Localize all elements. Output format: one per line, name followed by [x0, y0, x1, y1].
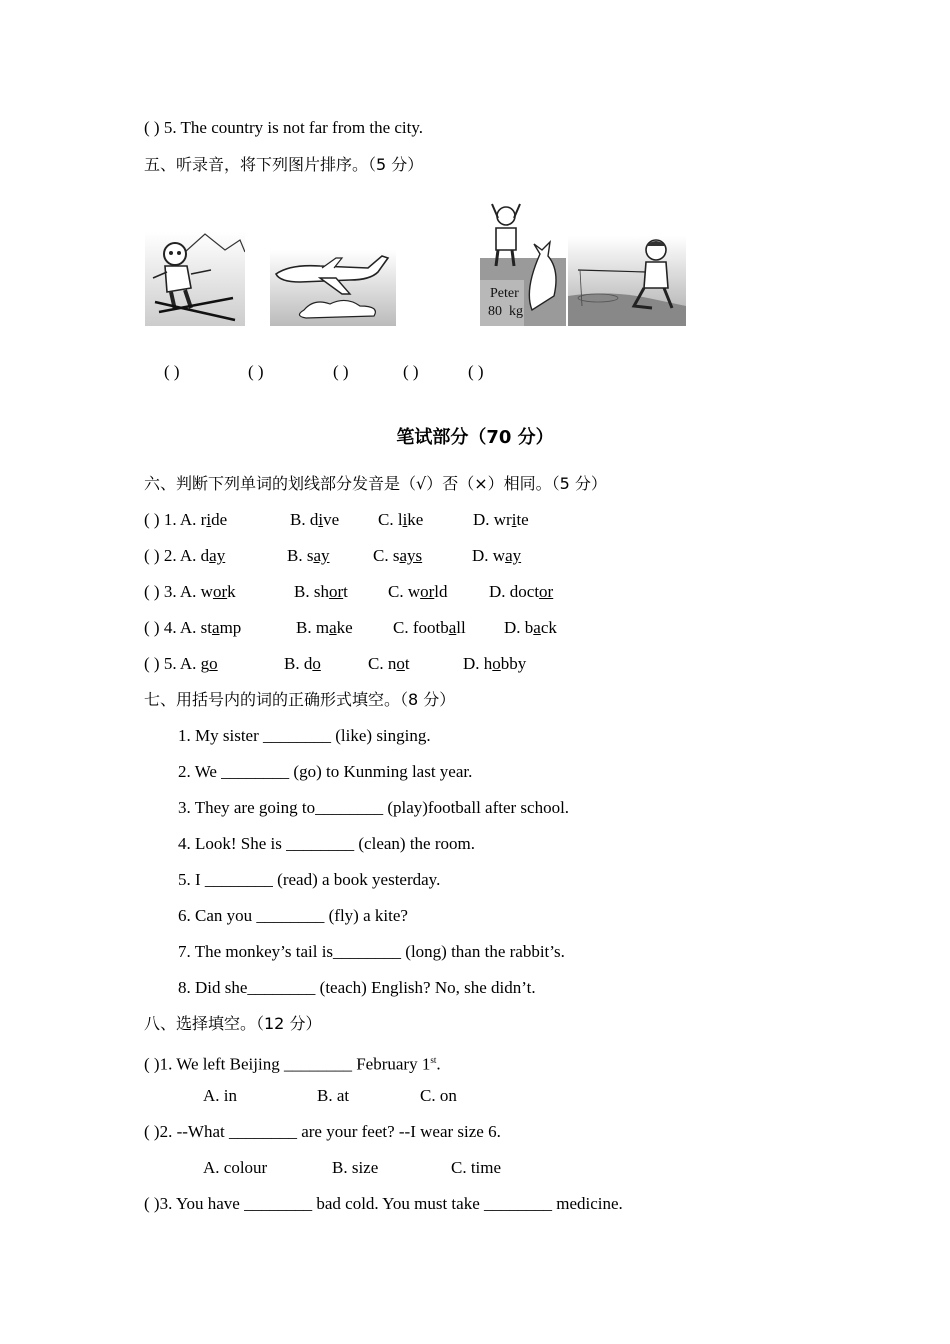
phonics-2-b: B. say — [287, 546, 330, 565]
skier-picture — [145, 232, 245, 326]
phonics-4-b: B. make — [296, 618, 353, 637]
choice-q1-c: C. on — [420, 1086, 457, 1105]
fill-item-2: 2. We ________ (go) to Kunming last year. — [178, 762, 473, 781]
question-4-5: ( ) 5. The country is not far from the city. — [144, 118, 424, 137]
phonics-4-a: ( ) 4. A. stamp — [144, 618, 242, 637]
phonics-3-b: B. short — [294, 582, 348, 601]
fill-item-1: 1. My sister ________ (like) singing. — [178, 726, 431, 745]
choice-q3: ( )3. You have ________ bad cold. You must take ________ medicine. — [144, 1194, 623, 1213]
phonics-1-b: B. dive — [290, 510, 340, 529]
phonics-1-d: D. write — [473, 510, 529, 529]
phonics-2-d: D. way — [472, 546, 522, 565]
choice-q2: ( )2. --What ________ are your feet? --I wear size 6. — [144, 1122, 501, 1141]
phonics-1-a: ( ) 1. A. ride — [144, 510, 228, 529]
weight-label: 80 kg — [488, 304, 523, 319]
phonics-3-d: D. doctor — [489, 582, 554, 601]
fill-item-6: 6. Can you ________ (fly) a kite? — [178, 906, 408, 925]
order-blank-4[interactable]: ( ) — [403, 362, 419, 381]
order-blank-2[interactable]: ( ) — [248, 362, 264, 381]
peter-label: Peter — [490, 286, 519, 301]
order-blank-5[interactable]: ( ) — [468, 362, 484, 381]
order-blank-1[interactable]: ( ) — [164, 362, 180, 381]
section-7-heading: 七、用括号内的词的正确形式填空。（8 分） — [144, 690, 456, 709]
phonics-4-c: C. football — [393, 618, 466, 637]
phonics-5-a: ( ) 5. A. go — [144, 654, 218, 673]
choice-q2-c: C. time — [451, 1158, 502, 1177]
phonics-3-a: ( ) 3. A. work — [144, 582, 236, 601]
phonics-5-c: C. not — [368, 654, 410, 673]
phonics-2-a: ( ) 2. A. day — [144, 546, 226, 565]
fill-item-8: 8. Did she________ (teach) English? No, she didn’t. — [178, 978, 536, 997]
fill-item-7: 7. The monkey’s tail is________ (long) than the rabbit’s. — [178, 942, 565, 961]
phonics-5-b: B. do — [284, 654, 321, 673]
order-blank-3[interactable]: ( ) — [333, 362, 349, 381]
fishing-boy-picture — [568, 236, 686, 326]
choice-q2-b: B. size — [332, 1158, 379, 1177]
fill-item-4: 4. Look! She is ________ (clean) the room. — [178, 834, 475, 853]
phonics-3-c: C. world — [388, 582, 448, 601]
choice-q1-b: B. at — [317, 1086, 350, 1105]
choice-q1: ( )1. We left Beijing ________ February 1st. — [144, 1054, 441, 1074]
choice-q1-a: A. in — [203, 1086, 237, 1105]
phonics-1-c: C. like — [378, 510, 424, 529]
phonics-5-d: D. hobby — [463, 654, 527, 673]
phonics-2-c: C. says — [373, 546, 423, 565]
peter-80kg-picture — [480, 200, 566, 326]
section-5-heading: 五、听录音，将下列图片排序。（5 分） — [144, 155, 424, 174]
airplane-picture — [270, 250, 396, 326]
choice-q2-a: A. colour — [203, 1158, 268, 1177]
section-6-heading: 六、判断下列单词的划线部分发音是（√）否（×）相同。（5 分） — [144, 474, 607, 493]
phonics-4-d: D. back — [504, 618, 557, 637]
fill-item-5: 5. I ________ (read) a book yesterday. — [178, 870, 441, 889]
fill-item-3: 3. They are going to________ (play)football after school. — [178, 798, 570, 817]
written-part-title: 笔试部分（70 分） — [396, 427, 554, 448]
section-8-heading: 八、选择填空。（12 分） — [144, 1014, 322, 1033]
